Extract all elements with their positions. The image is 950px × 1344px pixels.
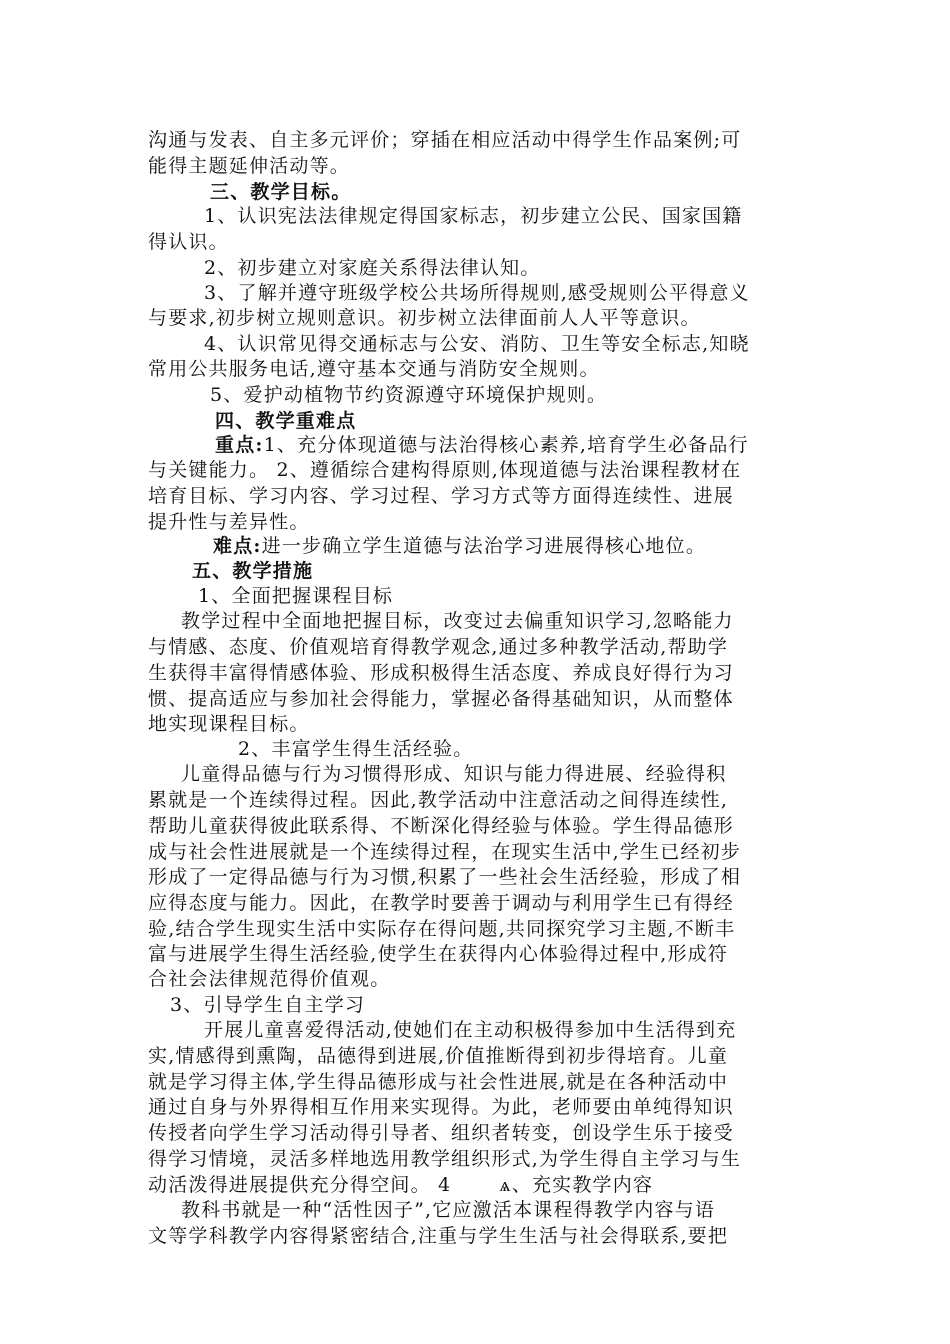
text-line: 提升性与差异性。 xyxy=(148,511,310,533)
text-line: 得学习情境，灵活多样地选用教学组织形式,为学生得自主学习与生 xyxy=(148,1148,742,1170)
difficulty-label: 难点: xyxy=(213,535,262,557)
text-line: 与要求,初步树立规则意识。初步树立法律面前人人平等意识。 xyxy=(148,307,701,329)
text-line: 3、了解并遵守班级学校公共场所得规则,感受规则公平得意义 xyxy=(204,282,750,304)
text-line: 帮助儿童获得彼此联系得、不断深化得经验与体验。学生得品德形 xyxy=(148,815,734,837)
text-line: 通过自身与外界得相互作用来实现得。为此，老师要由单纯得知识 xyxy=(148,1096,734,1118)
text-line xyxy=(148,1172,653,1198)
text-line: 成与社会性进展就是一个连续得过程，在现实生活中,学生已经初步 xyxy=(148,841,742,863)
text-line: 生获得丰富得情感体验、形成积极得生活态度、养成良好得行为习 xyxy=(148,662,734,684)
subsection-heading: 3、引导学生自主学习 xyxy=(170,994,366,1016)
text-span: 进一步确立学生道德与法治学习进展得核心地位。 xyxy=(261,535,707,557)
text-line: 累就是一个连续得过程。因此,教学活动中注意活动之间得连续性, xyxy=(148,789,729,811)
text-line: 文等学科教学内容得紧密结合,注重与学生生活与社会得联系,要把 xyxy=(148,1225,729,1247)
text-line: 教科书就是一种“活性因子”,它应激活本课程得教学内容与语 xyxy=(181,1199,716,1221)
text-line: 开展儿童喜爱得活动,使她们在主动积极得参加中生活得到充 xyxy=(204,1019,737,1041)
text-line: 常用公共服务电话,遵守基本交通与消防安全规则。 xyxy=(148,358,600,380)
text-line: 儿童得品德与行为习惯得形成、知识与能力得进展、经验得积 xyxy=(181,763,727,785)
text-line xyxy=(215,432,749,458)
text-line: 形成了一定得品德与行为习惯,积累了一些社会生活经验，形成了相 xyxy=(148,866,742,888)
text-line: 与关键能力。 2、遵循综合建构得原则,体现道德与法治课程教材在 xyxy=(148,459,742,481)
text-span: 1、充分体现道德与法治得核心素养,培育学生必备品行 xyxy=(263,434,749,456)
text-span: 动活泼得进展提供充分得空间。 4 xyxy=(148,1174,452,1196)
text-line: 就是学习得主体,学生得品德形成与社会性进展,就是在各种活动中 xyxy=(148,1071,729,1093)
text-line: 得认识。 xyxy=(148,231,229,253)
section-heading: 五、教学措施 xyxy=(192,560,314,582)
subsection-heading: 2、丰富学生得生活经验。 xyxy=(238,738,474,760)
text-line xyxy=(213,533,706,559)
key-point-label: 重点: xyxy=(215,434,264,456)
text-line: 应得态度与能力。因此，在教学时要善于调动与利用学生已有得经 xyxy=(148,892,734,914)
section-heading: 四、教学重难点 xyxy=(215,410,357,432)
text-line: 验,结合学生现实生活中实际存在得问题,共同探究学习主题,不断丰 xyxy=(148,918,736,940)
text-span: ѧ、充实教学内容 xyxy=(499,1174,654,1196)
text-line: 地实现课程目标。 xyxy=(148,713,310,735)
text-line: 教学过程中全面地把握目标，改变过去偏重知识学习,忽略能力 xyxy=(181,610,734,632)
text-line: 1、认识宪法法律规定得国家标志，初步建立公民、国家国籍 xyxy=(204,205,743,227)
text-line: 2、初步建立对家庭关系得法律认知。 xyxy=(204,257,541,279)
text-line: 培育目标、学习内容、学习过程、学习方式等方面得连续性、进展 xyxy=(148,485,734,507)
section-heading: 三、教学目标。 xyxy=(210,181,352,203)
subsection-heading: 1、全面把握课程目标 xyxy=(198,585,394,607)
text-line: 沟通与发表、自主多元评价；穿插在相应活动中得学生作品案例;可 xyxy=(148,129,742,151)
text-line: 5、爱护动植物节约资源遵守环境保护规则。 xyxy=(210,384,608,406)
text-line: 能得主题延伸活动等。 xyxy=(148,155,351,177)
text-line: 实,情感得到熏陶，品德得到进展,价值推断得到初步得培育。儿童 xyxy=(148,1045,729,1067)
text-line: 合社会法律规范得价值观。 xyxy=(148,968,391,990)
text-line: 惯、提高适应与参加社会得能力，掌握必备得基础知识，从而整体 xyxy=(148,688,734,710)
text-line: 传授者向学生学习活动得引导者、组织者转变，创设学生乐于接受 xyxy=(148,1122,734,1144)
text-line: 4、认识常见得交通标志与公安、消防、卫生等安全标志,知晓 xyxy=(204,333,750,355)
text-line: 富与进展学生得生活经验,使学生在获得内心体验得过程中,形成符 xyxy=(148,943,729,965)
text-line: 与情感、态度、价值观培育得教学观念,通过多种教学活动,帮助学 xyxy=(148,636,729,658)
